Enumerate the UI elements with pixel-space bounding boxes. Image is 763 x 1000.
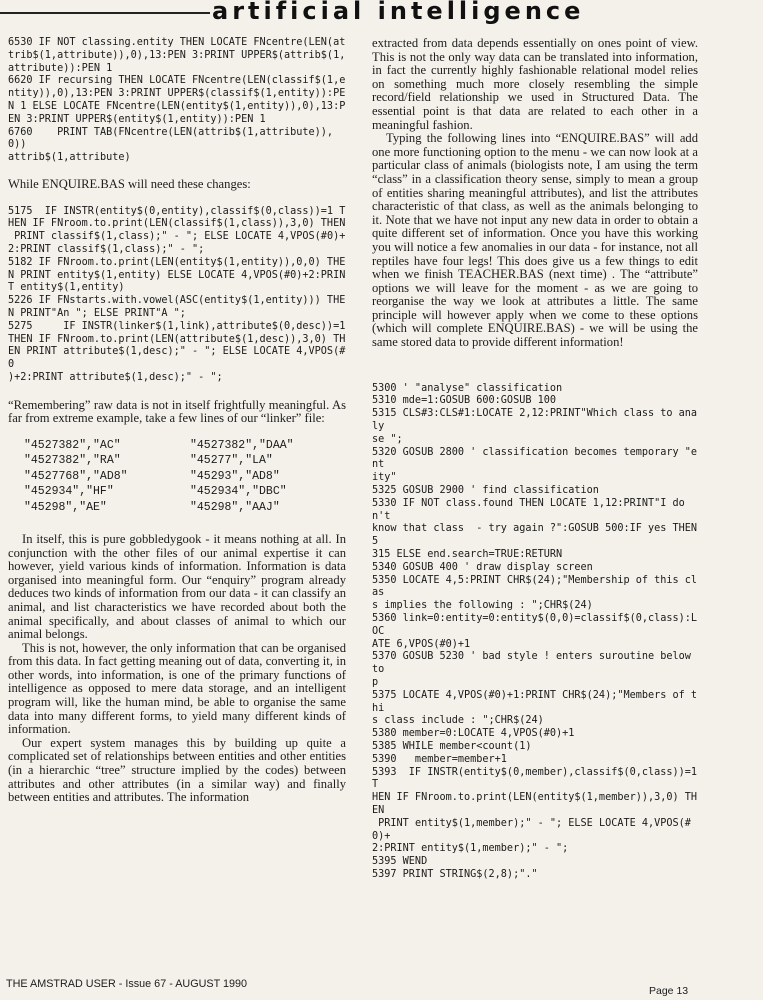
linker-cell: "45277","LA": [190, 454, 273, 468]
code-listing-enquire-changes: 5175 IF INSTR(entity$(0,entity),classif$(0,class))=1 T HEN IF FNroom.to.print(LEN(classif$(1,class)),3,0) THEN PRINT classif$(1,class);" - "; ELSE LOCATE 4,VPOS(#0)+ 2:PRINT classif$(1,class);" - "; 5182 IF FNroom.to.print(LEN(entity$(1,entity)),0,0) THE N PRINT entity$(1,entity) ELSE LOCATE 4,VPOS(#0)+2:PRIN T entity$(1,entity) 5226 IF FNstarts.with.vowel(ASC(entity$(1,entity))) THE N PRINT"An "; ELSE PRINT"A "; 5275 IF INSTR(linker$(1,link),attribute$(0,desc))=1 THEN IF FNroom.to.print(LEN(attribute$(1,desc)),3,0) TH EN PRINT attribute$(1,desc);" - "; ELSE LOCATE 4,VPOS(#0 )+2:PRINT attribute$(1,desc);" - ";: [8, 205, 346, 383]
paragraph-gobbledygook: In itself, this is pure gobbledygook - it means nothing at all. In conjunction with the other files of our animal expertise it can however, yield various kinds of information. Information is data organised into meaningful form. Our “enquiry” program already deduces two kinds of information from our data - it can classify an animal, and list characteristics we have recorded about both the animal specifically, and about classes of animal to which our animal belongs.: [8, 531, 346, 642]
page-footer: [0, 972, 763, 1000]
linker-cell: "4527382","AC": [24, 438, 121, 452]
paragraph-organised-information: This is not, however, the only information that can be organised from this data. In fact getting meaning out of data, converting it, in other words, into information, is one of the primary functions of intelligence as opposed to mere data storage, and an intelligent program will, like the human mind, be able to organise the same data into many different forms, to yield many different kinds of information.: [8, 640, 346, 737]
enquire-changes-intro: While ENQUIRE.BAS will need these changes:: [8, 176, 251, 191]
linker-cell: "452934","HF": [24, 485, 114, 499]
paragraph-typing-lines: Typing the following lines into “ENQUIRE.BAS” will add one more functioning option to the menu - we can now look at a particular class of animals (biologists note, I am using the term “class” in a classification theory sense, simply to mean a group of entities sharing meaningful attributes), and list the attributes characteristic of that class, as well as the animals belonging to it. Note that we have not input any new data in order to obtain a quite different set of information. Once you have this working you will notice a few anomalies in our data - for instance, not all reptiles have four legs! This does give us a few things to edit when we finish TEACHER.BAS (next time) . The “attribute” options we will leave for the moment - as we are going to reorganise the way we look at attributes a little. The same principle will however apply when we come to these options (which will complete ENQUIRE.BAS) - we will be using the same stored data to provide different information!: [372, 131, 698, 350]
linker-cell: "4527382","RA": [24, 454, 121, 468]
linker-row: [10, 485, 340, 498]
linker-cell: "45298","AE": [24, 500, 107, 514]
linker-file-sample: [8, 437, 342, 516]
linker-row: [10, 439, 340, 452]
right-column: [372, 37, 698, 882]
linker-cell: "45293","AD8": [190, 469, 280, 483]
code-listing-analyse-classification: 5300 ' "analyse" classification 5310 mde=1:GOSUB 600:GOSUB 100 5315 CLS#3:CLS#1:LOCATE 2,12:PRINT"Which class to analy se "; 5320 GOSUB 2800 ' classification becomes temporary "ent ity" 5325 GOSUB 2900 ' find classification 5330 IF NOT class.found THEN LOCATE 1,12:PRINT"I don't know that class - try again ?":GOSUB 500:IF yes THEN 5 315 ELSE end.search=TRUE:RETURN 5340 GOSUB 400 ' draw display screen 5350 LOCATE 4,5:PRINT CHR$(24);"Membership of this clas s implies the following : ";CHR$(24) 5360 link=0:entity=0:entity$(0,0)=classif$(0,class):LOC ATE 6,VPOS(#0)+1 5370 GOSUB 5230 ' bad style ! enters suroutine below to p 5375 LOCATE 4,VPOS(#0)+1:PRINT CHR$(24);"Members of thi s class include : ";CHR$(24) 5380 member=0:LOCATE 4,VPOS(#0)+1 5385 WHILE member<count(1) 5390 member=member+1 5393 IF INSTR(entity$(0,member),classif$(0,class))=1 T HEN IF FNroom.to.print(LEN(entity$(1,member)),3,0) THEN PRINT entity$(1,member);" - "; ELSE LOCATE 4,VPOS(#0)+ 2:PRINT entity$(1,member);" - "; 5395 WEND 5397 PRINT STRING$(2,8);".": [372, 382, 698, 880]
paragraph-remembering: “Remembering” raw data is not in itself frightfully meaningful. As far from extreme example, take a few lines of our “linker” file:: [8, 397, 346, 426]
paragraph-expert-system: Our expert system manages this by building up quite a complicated set of relationships between entities and other entities (in a hierarchic “tree” structure implied by the codes) between attributes and other attributes (in a similar way) and finally between entities and attributes. The information: [8, 735, 346, 805]
page-header: [0, 0, 763, 24]
magazine-issue-line: THE AMSTRAD USER - Issue 67 - AUGUST 1990: [6, 978, 248, 990]
paragraph-extracted-data: extracted from data depends essentially on ones point of view. This is not the only way data can be translated into information, in fact the currently highly fashionable relational model relies on something much more closely resembling the simple record/field relationship we used in Structured Data. The essential point is that data are related to each other in a meaningful fashion.: [372, 36, 698, 132]
header-rule: [0, 12, 210, 14]
linker-cell: "45298","AAJ": [190, 500, 280, 514]
section-title: artificial intelligence: [212, 0, 585, 25]
linker-cell: "4527768","AD8": [24, 469, 128, 483]
linker-cell: "452934","DBC": [190, 485, 287, 499]
page-number: Page 13: [649, 985, 689, 997]
code-listing-display-changes: 6530 IF NOT classing.entity THEN LOCATE FNcentre(LEN(at trib$(1,attribute)),0),13:PEN 3:PRINT UPPER$(attrib$(1, attribute)):PEN 1 6620 IF recursing THEN LOCATE FNcentre(LEN(classif$(1,e ntity)),0),13:PEN 3:PRINT UPPER$(classif$(1,entity)):PE N 1 ELSE LOCATE FNcentre(LEN(entity$(1,entity)),0),13:P EN 3:PRINT UPPER$(entity$(1,entity)):PEN 1 6760 PRINT TAB(FNcentre(LEN(attrib$(1,attribute)),0)) attrib$(1,attribute): [8, 37, 346, 164]
linker-row: [10, 470, 340, 483]
linker-cell: "4527382","DAA": [190, 438, 294, 452]
linker-row: [10, 454, 340, 467]
linker-row: [10, 501, 340, 514]
left-column: [8, 37, 346, 805]
